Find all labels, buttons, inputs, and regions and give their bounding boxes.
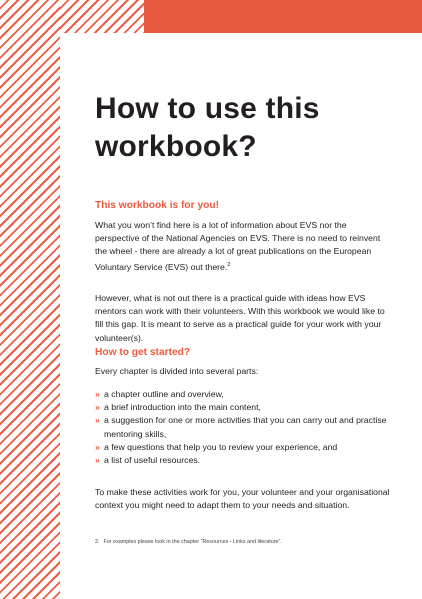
page-title-line-2: workbook? — [95, 130, 257, 163]
page-title — [95, 90, 391, 166]
footnote-ref: 2 — [227, 261, 231, 268]
page-content — [95, 90, 391, 511]
paragraph-practical-guide: However, what is not out there is a practical guide with ideas how EVS mentors can work with their volunteers. With this workbook we would like to fill this gap. It is meant to serve as a practical guide for your work with your volunteer(s). — [95, 293, 385, 343]
chapter-parts-list — [95, 388, 395, 467]
footnote-text: For examples please look in the chapter “Resources - Links and literature”. — [103, 539, 282, 545]
section-heading-get-started: How to get started? — [95, 347, 191, 358]
bullet-arrow-icon: » — [95, 389, 100, 399]
list-item: » a few questions that help you to review your experience, and — [95, 441, 395, 454]
bullet-arrow-icon: » — [95, 415, 100, 426]
bullet-arrow-icon: » — [95, 455, 100, 466]
section-heading-for-you: This workbook is for you! — [95, 200, 219, 211]
footnote-number: 2. — [95, 539, 100, 545]
bullet-arrow-icon: » — [95, 402, 100, 413]
left-stripe-decoration — [0, 0, 60, 599]
top-stripe-decoration — [60, 0, 144, 33]
list-item: » a chapter outline and overview, — [95, 388, 395, 401]
paragraph-adapt-activities: To make these activities work for you, your volunteer and your organisational context you might need to adapt them to your needs and situation. — [95, 487, 390, 511]
list-item: » a list of useful resources. — [95, 454, 395, 467]
paragraph-intro-text: What you won’t find here is a lot of information about EVS nor the perspective of the National Agencies on EVS. There is no need to reinvent the wheel - there are already a lot of great publications on the European Voluntary Service (EVS) out there. — [95, 220, 381, 272]
list-item: » a suggestion for one or more activities that you can carry out and practise mentoring skills, — [95, 415, 387, 439]
list-item: » a brief introduction into the main content, — [95, 401, 395, 414]
page-title-line-1: How to use this — [95, 92, 320, 125]
footnote — [95, 539, 282, 545]
paragraph-chapter-parts: Every chapter is divided into several parts: — [95, 366, 259, 376]
bullet-arrow-icon: » — [95, 441, 100, 452]
paragraph-intro — [95, 219, 391, 274]
